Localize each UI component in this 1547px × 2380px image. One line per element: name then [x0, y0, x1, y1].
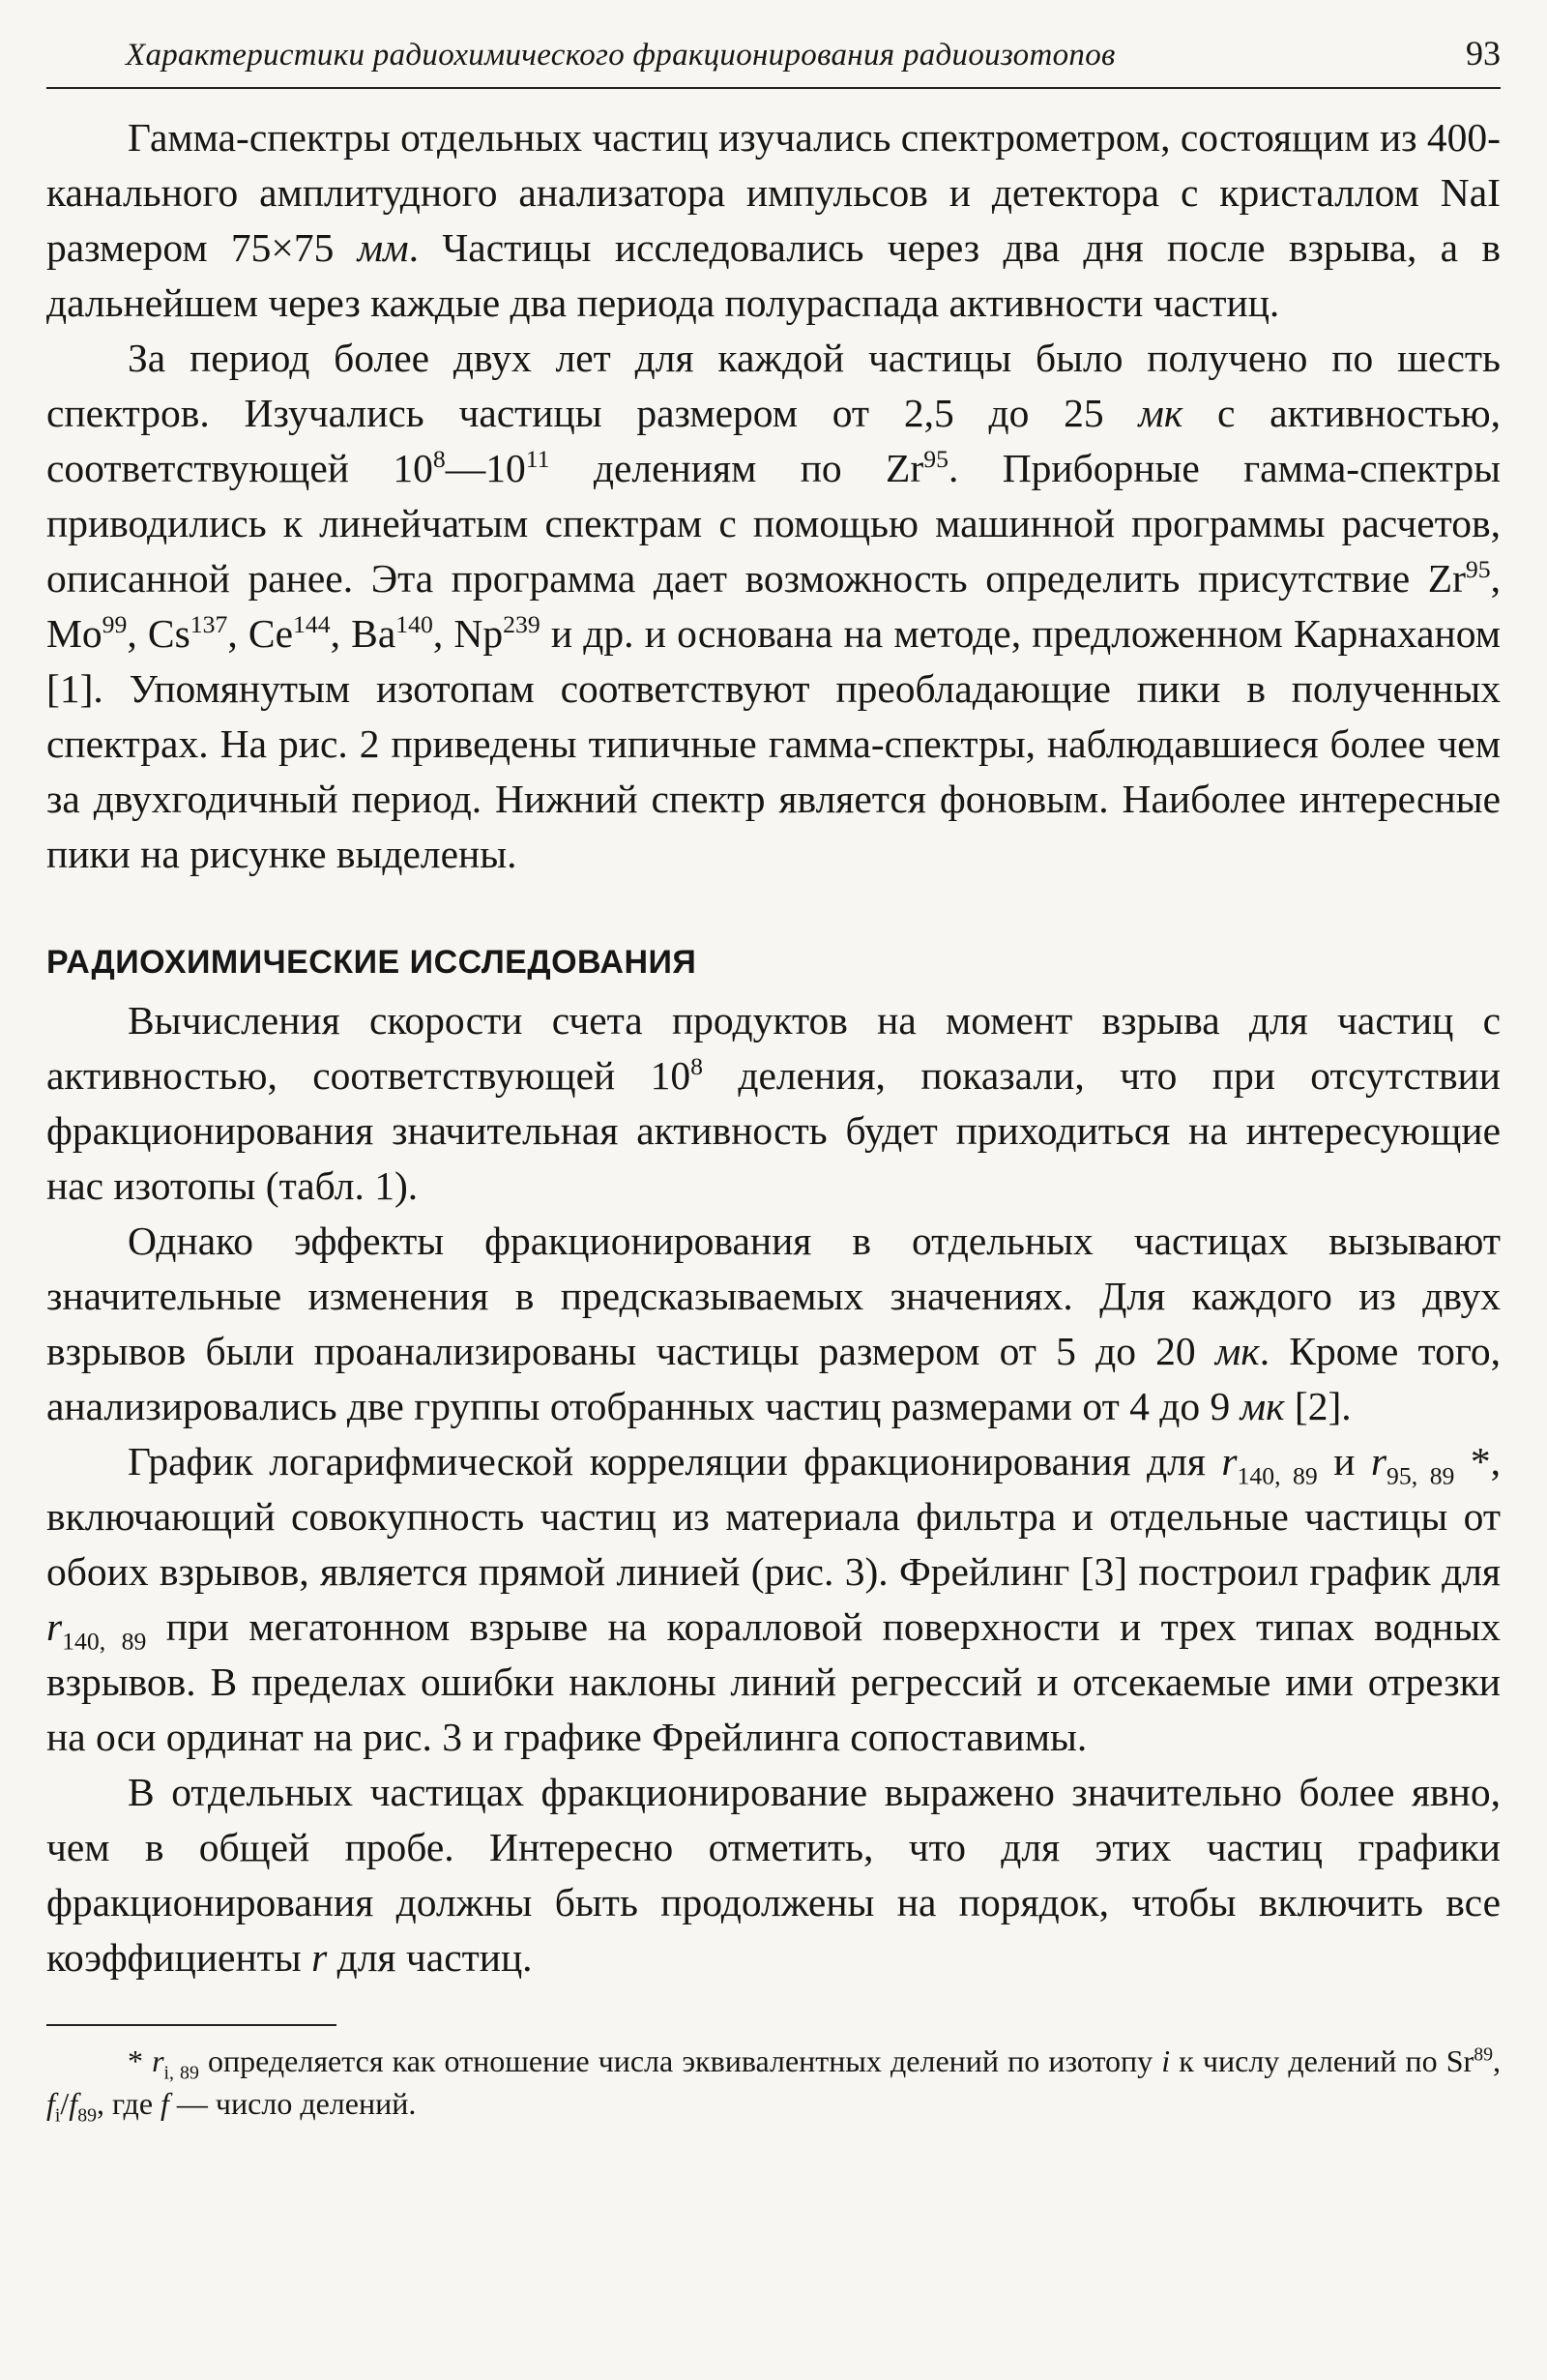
paragraph-5: График логарифмической корреляции фракционирования для $r_{140, 89}$ и $r_{95, 89}$ *, включающий совокупность частиц из материала фильтра и отдельные частицы от обоих взрывов, является прямой линией (рис. 3). Фрейлинг [3] построил график для $r_{140, 89}$ при мегатонном взрыве на коралловой поверхности и трех типах водных взрывов. В пределах ошибки наклоны линий регрессий и отсекаемые ими отрезки на оси ординат на рис. 3 и графике Фрейлинга сопоставимы.	[46, 1439, 1501, 1759]
running-header	[46, 33, 1501, 89]
footnote-divider	[46, 2024, 336, 2026]
body-text	[46, 110, 1501, 2125]
running-title: Характеристики радиохимического фракционирования радиоизотопов	[126, 38, 1116, 73]
paragraph-4: Однако эффекты фракционирования в отдельных частицах вызывают значительные изменения в предсказываемых значениях. Для каждого из двух взрывов были проанализированы частицы размером от 5 до 20 мк. Кроме того, анализировались две группы отобранных частиц размерами от 4 до 9 мк [2].	[46, 1219, 1501, 1428]
section-heading: РАДИОХИМИЧЕСКИЕ ИССЛЕДОВАНИЯ	[46, 944, 697, 981]
page-number: 93	[1466, 34, 1501, 73]
footnote: * $r_{i, 89}$ определяется как отношение числа эквивалентных делений по изотопу i к числу делений по Sr$^{89}$, $f_i/f_{89}$, где f — число делений.	[46, 2043, 1502, 2127]
paragraph-3: Вычисления скорости счета продуктов на момент взрыва для частиц с активностью, соответствующей $10^8$ деления, показали, что при отсутствии фракционирования значительная активность будет приходиться на интересующие нас изотопы (табл. 1).	[46, 998, 1501, 1208]
paragraph-2: За период более двух лет для каждой частицы было получено по шесть спектров. Изучались частицы размером от 2,5 до 25 мк с активностью, соответствующей $10^8—10^{11}$ делениям по Zr$^{95}$. Приборные гамма-спектры приводились к линейчатым спектрам с помощью машинной программы расчетов, описанной ранее. Эта программа дает возможность определить присутствие Zr$^{95}$, Mo$^{99}$, Cs$^{137}$, Ce$^{144}$, Ba$^{140}$, Np$^{239}$ и др. и основана на методе, предложенном Карнаханом [1]. Упомянутым изотопам соответствуют преобладающие пики в полученных спектрах. На рис. 2 приведены типичные гамма-спектры, наблюдавшиеся более чем за двухгодичный период. Нижний спектр является фоновым. Наиболее интересные пики на рисунке выделены.	[46, 336, 1502, 876]
paragraph-6: В отдельных частицах фракционирование выражено значительно более явно, чем в общей пробе. Интересно отметить, что для этих частиц графики фракционирования должны быть продолжены на порядок, чтобы включить все коэффициенты r для частиц.	[46, 1770, 1501, 1980]
paragraph-1: Гамма-спектры отдельных частиц изучались спектрометром, состоящим из 400-канального амплитудного анализатора импульсов и детектора с кристаллом NaI размером 75×75 мм. Частицы исследовались через два дня после взрыва, а в дальнейшем через каждые два периода полураспада активности частиц.	[46, 115, 1501, 325]
